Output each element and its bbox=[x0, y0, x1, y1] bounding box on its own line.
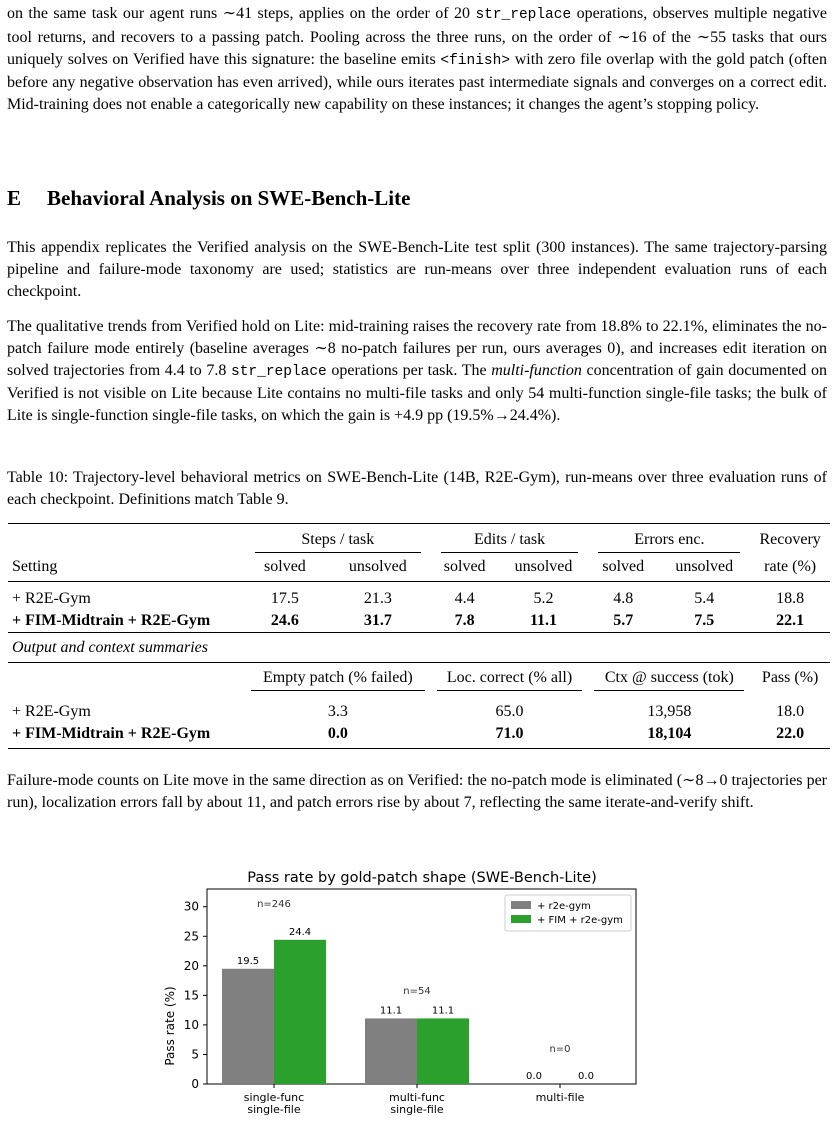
value-cell: 31.7 bbox=[363, 612, 392, 629]
value-cell: 18,104 bbox=[647, 724, 692, 742]
header-setting: Setting bbox=[12, 558, 58, 576]
y-tick-label: 25 bbox=[183, 929, 199, 944]
table-row bbox=[8, 697, 830, 723]
header-pass: Pass (%) bbox=[761, 669, 819, 687]
bar-fim-r2e-gym bbox=[274, 940, 326, 1084]
value-cell: 4.8 bbox=[613, 590, 634, 607]
pass-rate-chart-svg bbox=[150, 862, 650, 1124]
plot-area bbox=[184, 889, 636, 1116]
y-tick-label: 0 bbox=[191, 1077, 199, 1091]
bar-value-label: 19.5 bbox=[236, 955, 260, 967]
table-caption: Table 10: Trajectory-level behavioral metrics on SWE-Bench-Lite (14B, R2E-Gym), run-means over three evaluation runs of each checkpoint. Definitions match Table 9. bbox=[7, 469, 827, 508]
chart-title: Pass rate by gold-patch shape (SWE-Bench-Lite) bbox=[247, 870, 597, 886]
value-cell: 22.1 bbox=[776, 612, 805, 629]
legend-label: + FIM + r2e-gym bbox=[537, 915, 623, 926]
value-cell: 11.1 bbox=[529, 612, 558, 629]
y-tick-label: 15 bbox=[183, 988, 199, 1003]
legend-swatch bbox=[511, 915, 531, 923]
behavioral-metrics-table bbox=[8, 523, 830, 749]
value-cell: 3.3 bbox=[327, 702, 348, 720]
legend-label: + r2e-gym bbox=[537, 901, 591, 912]
value-cell: 65.0 bbox=[495, 702, 524, 720]
subheader-cell: solved bbox=[264, 558, 306, 576]
header-loc-correct: Loc. correct (% all) bbox=[437, 669, 583, 691]
header-recovery: Recovery bbox=[759, 531, 821, 549]
value-cell: 17.5 bbox=[270, 590, 299, 607]
subheader-cell: unsolved bbox=[348, 558, 407, 576]
section-heading bbox=[7, 186, 410, 211]
value-cell: 7.8 bbox=[454, 612, 475, 629]
value-cell: 4.4 bbox=[454, 590, 475, 607]
setting-cell: + R2E-Gym bbox=[12, 702, 91, 720]
setting-cell: + R2E-Gym bbox=[12, 590, 91, 607]
section-number: E bbox=[7, 186, 22, 210]
value-cell: 22.0 bbox=[776, 724, 805, 742]
y-tick-label: 10 bbox=[183, 1017, 199, 1032]
header-edits-per-task: Edits / task bbox=[441, 531, 579, 553]
sample-count-label: n=54 bbox=[403, 986, 431, 997]
bar-value-label: 11.1 bbox=[431, 1005, 455, 1017]
x-tick-label: single-file bbox=[247, 1103, 301, 1116]
trends-paragraph: The qualitative trends from Verified hold on Lite: mid-training raises the recovery rate from 18.8% to 22.1%, eliminates the no-patch failure mode entirely (baseline averages ∼8 no-patch failures per run, ours averages 0), and increases edit iteration on solved trajectories from 4.4 to 7.8 str_replace operations per task. The multi-function concentration of gain documented on Verified is not visible on Lite because Lite contains no multi-file tasks and only 54 multi-function single-file tasks; the bulk of Lite is single-function single-file tasks, on which the gain is +4.9 pp (19.5%→24.4%). bbox=[7, 318, 828, 425]
x-tick-label: single-file bbox=[390, 1103, 444, 1116]
section-title: Behavioral Analysis on SWE-Bench-Lite bbox=[47, 186, 411, 210]
y-tick-label: 20 bbox=[183, 958, 199, 973]
value-cell: 7.5 bbox=[694, 612, 715, 629]
value-cell: 24.6 bbox=[270, 612, 299, 629]
y-tick-label: 30 bbox=[183, 899, 199, 914]
appendix-intro-paragraph: This appendix replicates the Verified analysis on the SWE-Bench-Lite test split (300 instances). The same trajectory-parsing pipeline and failure-mode taxonomy are used; statistics are run-means over three independent evaluation runs of each checkpoint. bbox=[7, 239, 827, 300]
subheader-cell: rate (%) bbox=[764, 558, 817, 576]
value-cell: 21.3 bbox=[363, 590, 392, 607]
intro-paragraph: on the same task our agent runs ∼41 steps, applies on the order of 20 str_replace operations, observes multiple negative tool returns, and recovers to a passing patch. Pooling across the three runs, on the order of ∼16 of the ∼55 tasks that ours uniquely solves on Verified have this signature: the baseline emits <finish> with zero file overlap with the gold patch (often before any negative observation has even arrived), while ours iterates past intermediate signals and converges on a correct edit. Mid-training does not enable a categorically new capability on these instances; it changes the agent’s stopping policy. bbox=[7, 5, 828, 114]
bar-r2e-gym bbox=[365, 1018, 417, 1084]
value-cell: 0.0 bbox=[327, 724, 348, 742]
table-row bbox=[8, 723, 830, 749]
header-empty-patch: Empty patch (% failed) bbox=[251, 669, 425, 691]
value-cell: 5.7 bbox=[613, 612, 634, 629]
bar-value-label: 11.1 bbox=[379, 1005, 403, 1017]
x-tick-label: multi-func bbox=[389, 1091, 445, 1104]
table-row bbox=[8, 610, 830, 633]
setting-cell: + FIM-Midtrain + R2E-Gym bbox=[12, 724, 211, 742]
value-cell: 13,958 bbox=[647, 702, 692, 720]
header-steps-per-task: Steps / task bbox=[255, 531, 421, 553]
legend-swatch bbox=[511, 901, 531, 909]
value-cell: 5.4 bbox=[694, 590, 715, 607]
value-cell: 71.0 bbox=[495, 724, 524, 742]
failure-mode-paragraph: Failure-mode counts on Lite move in the same direction as on Verified: the no-patch mode is eliminated (∼8→0 trajectories per run), localization errors fall by about 11, and patch errors rise by about 7, reflecting the same iterate-and-verify shift. bbox=[7, 772, 827, 811]
x-tick-label: multi-file bbox=[535, 1091, 585, 1104]
bar-fim-r2e-gym bbox=[417, 1018, 469, 1084]
subheader-cell: unsolved bbox=[514, 558, 573, 576]
sample-count-label: n=0 bbox=[549, 1044, 571, 1055]
header-errors-encountered: Errors enc. bbox=[598, 531, 740, 553]
y-tick-label: 5 bbox=[191, 1047, 199, 1062]
y-axis-label: Pass rate (%) bbox=[163, 986, 177, 1066]
subheader-cell: solved bbox=[602, 558, 645, 576]
bar-value-label: 24.4 bbox=[288, 926, 312, 938]
sample-count-label: n=246 bbox=[257, 899, 291, 910]
summary-section-label: Output and context summaries bbox=[12, 638, 208, 656]
value-cell: 18.0 bbox=[776, 702, 805, 720]
subheader-cell: solved bbox=[443, 558, 486, 576]
value-cell: 18.8 bbox=[776, 590, 805, 607]
pass-rate-chart bbox=[150, 862, 650, 1124]
bar-r2e-gym bbox=[222, 969, 274, 1084]
value-cell: 5.2 bbox=[533, 590, 554, 607]
setting-cell: + FIM-Midtrain + R2E-Gym bbox=[12, 612, 211, 629]
bar-value-label: 0.0 bbox=[526, 1071, 542, 1082]
subheader-cell: unsolved bbox=[675, 558, 734, 576]
bar-value-label: 0.0 bbox=[578, 1071, 594, 1082]
x-tick-label: single-func bbox=[243, 1091, 305, 1104]
header-ctx-success: Ctx @ success (tok) bbox=[594, 669, 744, 691]
table-row bbox=[8, 582, 830, 611]
